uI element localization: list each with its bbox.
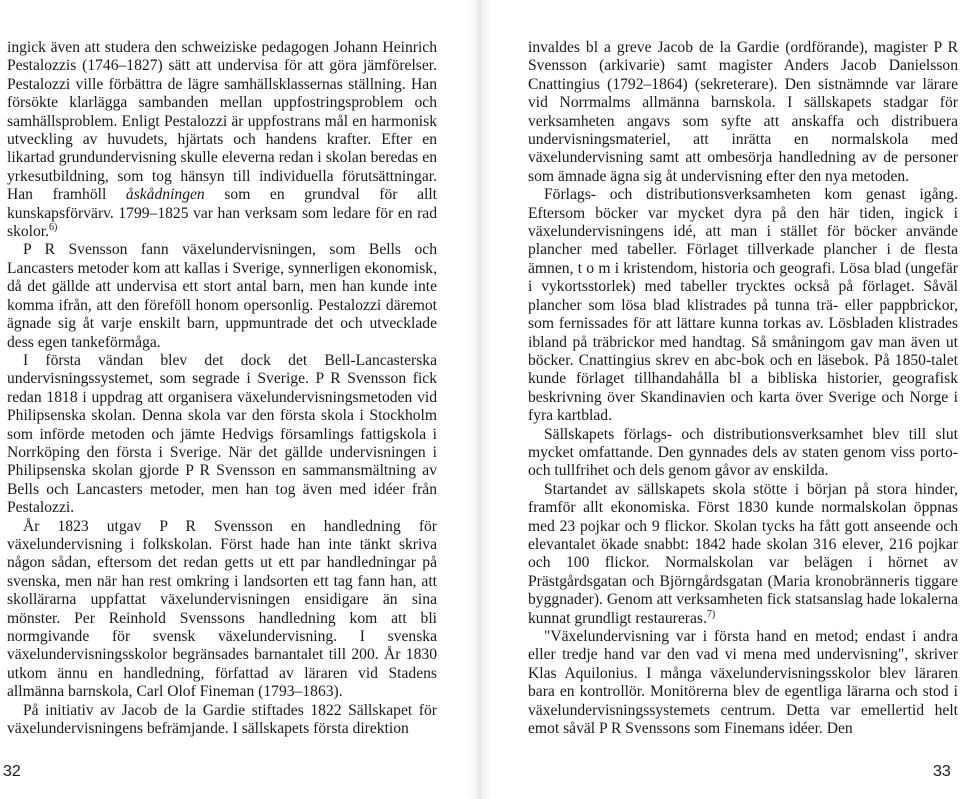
book-gutter [469, 0, 491, 799]
right-page [490, 0, 960, 799]
paragraph: P R Svensson fann växelundervisningen, som Bells och Lancasters metoder kom att kallas i Sverige, synnerligen ekonomisk, då det gällde att undervisa ett stort antal barn, men han kunde inte komma ifrån, att den föreföll honom opersonlig. Pestalozzi däremot ägnade sig åt varje enskilt barn, uppmuntrade det och utvecklade dess egen tankeförmåga. [7, 241, 437, 351]
paragraph: I första vändan blev det dock det Bell-Lancasterska undervisningssystemet, som segrade i Sverige. P R Svensson fick redan 1818 i uppdrag att organisera växelundervisningsmetoden vid Philipsenska skolan. Denna skola var den första skola i Stockholm som införde metoden och jämte Hedvigs församlings fattigskola i Norrköping den första i Sverige. När det gällde undervisningen i Philipsenska skolan gjorde P R Svensson en sammansmältning av Bells och Lancasters metoder, men han tog även med idéer från Pestalozzi. [7, 351, 437, 517]
emphasized-term: åskådningen [125, 186, 205, 204]
paragraph: Sällskapets förlags- och distributionsverksamhet blev till slut mycket omfattande. Den gynnades dels av staten genom viss porto- och tullfrihet och dels genom gåvor av enskilda. [528, 425, 958, 480]
paragraph: Förlags- och distributionsverksamheten kom genast igång. Eftersom böcker var mycket dyra på den här tiden, ingick i växelundervisningens idé, att man i stället för böcker använde plancher med tabeller. Förlaget tillverkade plancher i de flesta ämnen, t o m i kristendom, historia och geografi. Lösa blad (ungefär i vykortsstorlek) med tabeller trycktes också på förlaget. Såväl plancher som lösa blad klistrades på tunna trä- eller pappbrickor, som fernissades för att lättare kunna torkas av. Lösbladen klistrades ibland på träbrickor med handtag. Så småningom gav man även ut böcker. Cnattingius skrev en abc-bok och en läsebok. På 1850-talet kunde förlaget tillhandahålla bl a bibliska historier, geografisk beskrivning över Skandinavien och karta över Sverige och Norge i fyra kartblad. [528, 186, 958, 425]
paragraph: ingick även att studera den schweiziske pedagogen Johann Heinrich Pestalozzis (1746–1827) sätt att undervisa för att göra jämförelser. Pestalozzi ville förbättra de lägre samhällsklassernas ställning. Han försökte klarlägga sambanden mellan uppfostringsproblem och samhällsproblem. Enligt Pestalozzi är uppfostrans mål en harmonisk utveckling av huvudets, hjärtats och handens krafter. Efter en likartad grundundervisning skulle eleverna redan i skolan beredas en yrkesutbildning, som tog hänsyn till individuella förutsättningar. Han framhöll åskådningen som en grundval för allt kunskapsförvärv. 1799–1825 var han verksam som ledare för en rad skolor.$^{6)}$ [7, 39, 437, 241]
paragraph: År 1823 utgav P R Svensson en handledning för växelundervisning i folkskolan. Först hade han inte tänkt skriva någon sådan, eftersom det redan getts ut ett par handledningar på svenska, men när han rest omkring i landsorten ett tag fann han, att skollärarna uppfattat växelundervisningen ensidigare än sina mönster. Per Reinhold Svenssons handledning kom att bli normgivande för svensk växelundervisning. I svenska växelundervisningsskolor begränsades barnantalet till 200. År 1830 utkom ännu en handledning, författad av läraren vid Stadens allmänna barnskola, Carl Olof Fineman (1793–1863). [7, 517, 437, 701]
left-text-column [7, 39, 437, 738]
paragraph: invaldes bl a greve Jacob de la Gardie (ordförande), magister P R Svensson (arkivarie) samt magister Anders Jacob Danielsson Cnattingius (1792–1864) (sekreterare). Den sistnämnde var lärare vid Norrmalms allmänna barnskola. I sällskapets stadgar för verksamheten angavs som syfte att anskaffa och distribuera undervisningsmateriel, att inrätta en normalskola med växelundervisning samt att ombesörja handledning av de personer som ämnade ägna sig åt undervisning efter den nya metoden. [528, 39, 958, 185]
right-text-column [528, 39, 958, 738]
left-page [0, 0, 470, 799]
footnote-marker: 7) [706, 608, 716, 620]
paragraph: På initiativ av Jacob de la Gardie stiftades 1822 Sällskapet för växelundervisningens befrämjande. I sällskapets första direktion [7, 701, 437, 738]
paragraph: Startandet av sällskapets skola stötte i början på stora hinder, framför allt ekonomiska. Först 1830 kunde normalskolan öppnas med 23 pojkar och 9 flickor. Skolan tycks ha fått gott anseende och elevantalet ökade snabbt: 1842 hade skolan 316 elever, 216 pojkar och 100 flickor. Normalskolan var belägen i hörnet av Prästgårdsgatan och Björngårdsgatan (Maria kronobränneris tiggare byggnader). Genom att verksamheten fick statsanslag hade lokalerna kunnat grundligt restaureras.$^{7)}$ [528, 480, 958, 627]
footnote-marker: 6) [49, 222, 58, 234]
page-number: 33 [933, 763, 951, 780]
page-number: 32 [3, 763, 21, 780]
paragraph: "Växelundervisning var i första hand en metod; endast i andra eller tredje hand var den vad vi mena med undervisning", skriver Klas Aquilonius. I många växelundervisningsskolor blev läraren bara en kontrollör. Monitörerna blev de egentliga lärarna och stod i växelundervisningssystemets centrum. Detta var emellertid helt emot såväl P R Svenssons som Finemans idéer. Den [528, 628, 958, 738]
